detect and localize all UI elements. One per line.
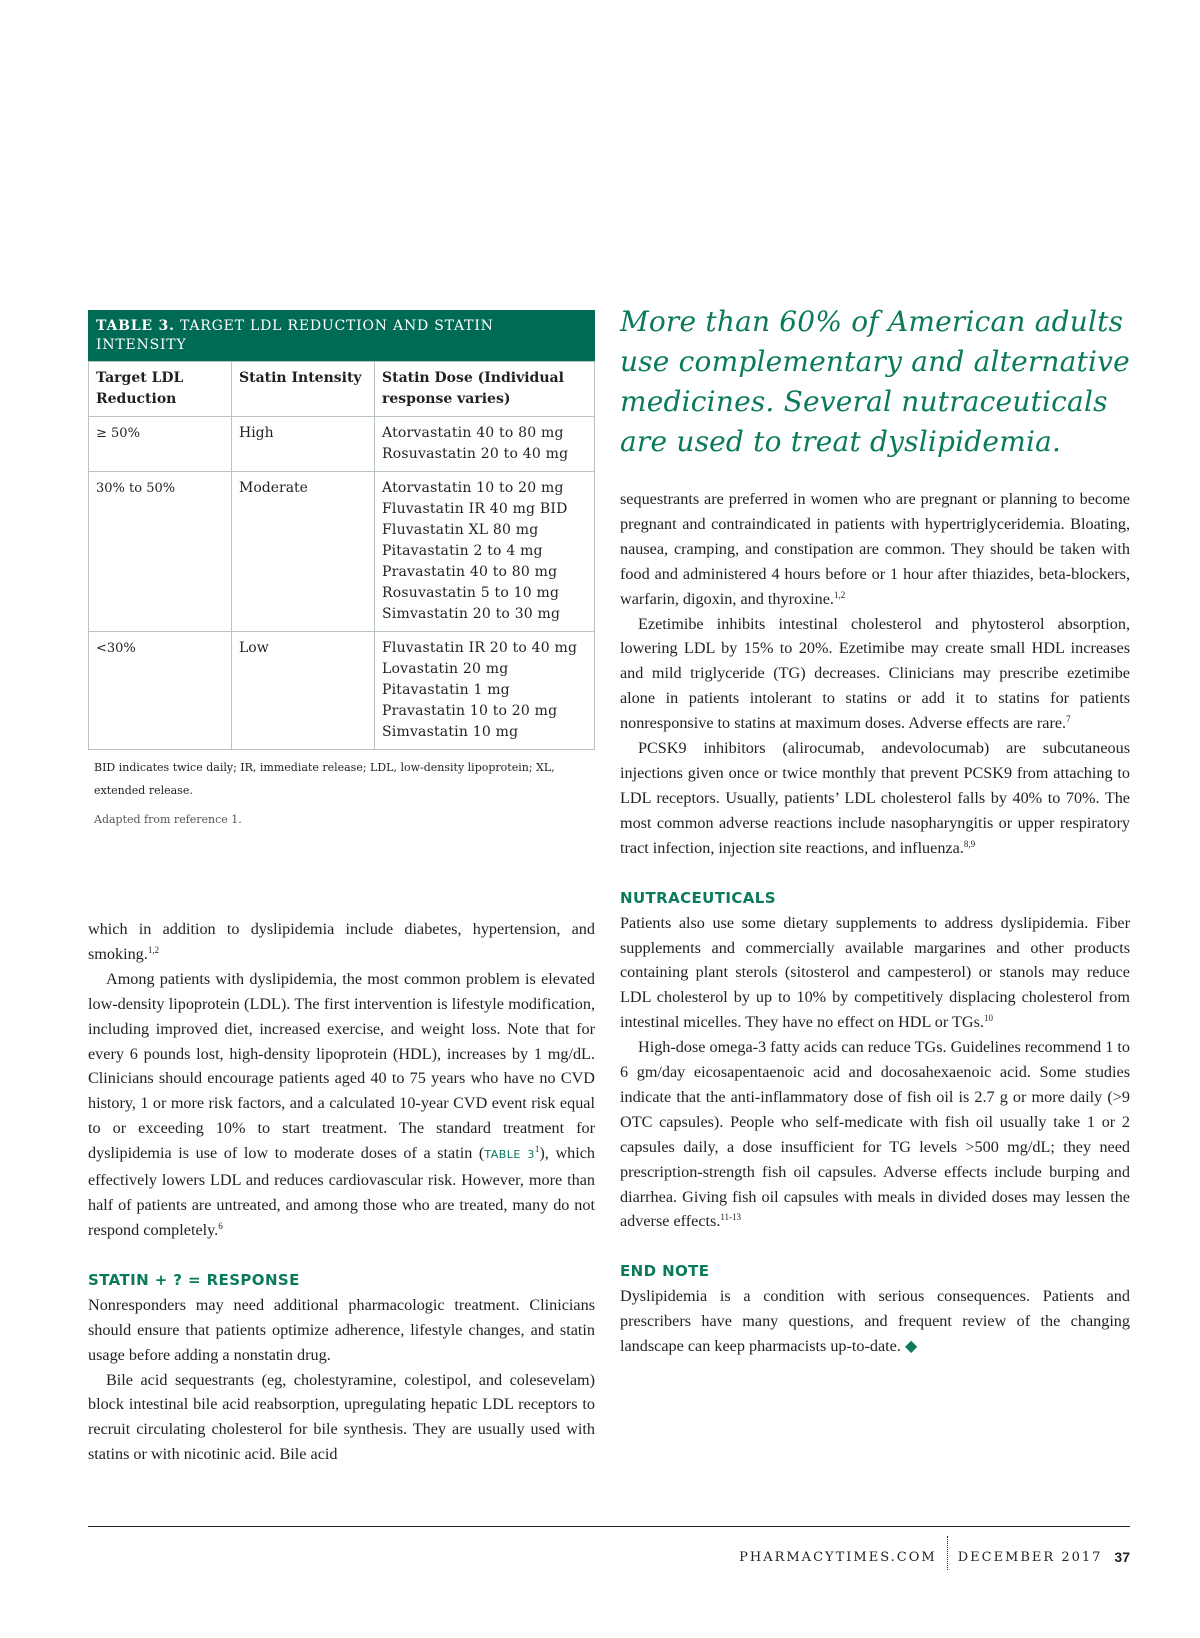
cell-intensity: Low	[232, 632, 375, 750]
dose-item: Atorvastatin 40 to 80 mg	[382, 425, 564, 441]
paragraph-text: which in addition to dyslipidemia include diabetes, hypertension, and smoking.	[88, 920, 595, 963]
header-statin-intensity: Statin Intensity	[232, 362, 375, 417]
paragraph: Bile acid sequestrants (eg, cholestyramine, colestipol, and colesevelam) block intestinal bile acid reabsorption, upregulating hepatic LDL receptors to recruit circulating cholesterol for bile synthesis. They are usually used with statins or with nicotinic acid. Bile acid	[88, 1370, 595, 1464]
cell-intensity: Moderate	[232, 472, 375, 632]
table-row	[89, 472, 595, 632]
header-statin-dose: Statin Dose (Individual response varies)	[375, 362, 595, 417]
paragraph	[620, 736, 1130, 861]
reference-superscript: 1,2	[147, 944, 160, 955]
end-mark-icon: ◆	[904, 1337, 918, 1356]
header-target-ldl: Target LDL Reduction	[89, 362, 232, 417]
left-column	[88, 917, 595, 1467]
section-heading-statin-response: STATIN + ? = RESPONSE	[88, 1270, 300, 1289]
section-gap	[620, 1234, 1130, 1259]
reference-superscript: 10	[983, 1013, 993, 1024]
dose-item: Rosuvastatin 20 to 40 mg	[382, 446, 569, 462]
section-gap	[620, 861, 1130, 886]
table-source: Adapted from reference 1.	[94, 813, 242, 826]
paragraph: Nonresponders may need additional pharmacologic treatment. Clinicians should ensure that patients optimize adherence, lifestyle changes, and statin usage before adding a nonstatin drug.	[88, 1295, 595, 1364]
statin-table	[88, 361, 595, 750]
section-heading-nutraceuticals: NUTRACEUTICALS	[620, 888, 776, 907]
footer-separator	[947, 1536, 948, 1570]
pull-quote: More than 60% of American adults use complementary and alternative medicines. Several nutraceuticals are used to treat dyslipidemia.	[620, 305, 1130, 458]
paragraph	[620, 911, 1130, 1036]
section-gap	[88, 1243, 595, 1268]
paragraph	[88, 967, 595, 1243]
dose-item: Fluvastatin XL 80 mg	[382, 522, 539, 538]
dose-item: Pitavastatin 1 mg	[382, 682, 510, 698]
reference-superscript: 7	[1066, 714, 1071, 725]
paragraph-text: PCSK9 inhibitors (alirocumab, andevolocumab) are subcutaneous injections given once or twice monthly that prevent PCSK9 from attaching to LDL receptors. Usually, patients’ LDL cholesterol falls by 40% to 70%. The most common adverse reactions include nasopharyngitis or upper respiratory tract infection, injection site reactions, and influenza.	[620, 739, 1130, 857]
table-header-row	[89, 362, 595, 417]
cell-target: <30%	[89, 632, 232, 750]
dose-item: Pravastatin 40 to 80 mg	[382, 564, 558, 580]
paragraph	[620, 487, 1130, 612]
section-heading-end-note: END NOTE	[620, 1262, 710, 1281]
reference-superscript: 1,2	[833, 589, 846, 600]
paragraph-text: High-dose omega-3 fatty acids can reduce TGs. Guidelines recommend 1 to 6 gm/day eicosapentaenoic acid and docosahexaenoic acid. Some studies indicate that the anti-inflammatory dose of fish oil is 2.7 g or more daily (>9 OTC capsules). People who self-medicate with fish oil usually take 1 or 2 capsules daily, a dose insufficient for TG levels >500 mg/dL; they need prescription-strength fish oil capsules. Adverse effects include burping and diarrhea. Giving fish oil capsules with meals in divided doses may lessen the adverse effects.	[620, 1038, 1130, 1231]
dose-item: Lovastatin 20 mg	[382, 661, 509, 677]
table-footnote: BID indicates twice daily; IR, immediate release; LDL, low-density lipoprotein; XL, extended release.	[94, 761, 555, 797]
cell-intensity: High	[232, 417, 375, 472]
reference-superscript: 6	[218, 1220, 223, 1231]
table-reference-link[interactable]: TABLE 3	[484, 1148, 535, 1162]
paragraph-text: Dyslipidemia is a condition with serious consequences. Patients and prescribers have many questions, and frequent review of the changing landscape can keep pharmacists up-to-date.	[620, 1287, 1130, 1356]
table-3	[88, 310, 595, 831]
reference-superscript: 1	[534, 1144, 540, 1155]
paragraph	[88, 917, 595, 967]
paragraph	[620, 612, 1130, 737]
page-footer	[739, 1540, 1130, 1574]
table-caption	[88, 310, 595, 361]
paragraph-text: sequestrants are preferred in women who are pregnant or planning to become pregnant and contraindicated in patients with hypertriglyceridemia. Bloating, nausea, cramping, and constipation are common. They should be taken with food and administered 4 hours before or 1 hour after thiazides, beta-blockers, warfarin, digoxin, and thyroxine.	[620, 490, 1130, 608]
paragraph	[620, 1035, 1130, 1234]
dose-item: Simvastatin 20 to 30 mg	[382, 606, 561, 622]
table-row	[89, 417, 595, 472]
paragraph-text: Among patients with dyslipidemia, the most common problem is elevated low-density lipoprotein (LDL). The first intervention is lifestyle modification, including improved diet, increased exercise, and weight loss. Note that for every 6 pounds lost, high-density lipoprotein (HDL), increases by 1 mg/dL. Clinicians should encourage patients aged 40 to 75 years who have no CVD history, 1 or more risk factors, and a calculated 10-year CVD event risk equal to or exceeding 10% to start treatment. The standard treatment for dyslipidemia is use of low to moderate doses of a statin (	[88, 969, 595, 1163]
reference-superscript: 8,9	[963, 838, 976, 849]
cell-doses	[375, 632, 595, 750]
dose-item: Pitavastatin 2 to 4 mg	[382, 543, 543, 559]
footer-divider	[88, 1526, 1130, 1527]
paragraph	[620, 1284, 1130, 1359]
paragraph-text: Ezetimibe inhibits intestinal cholesterol and phytosterol absorption, lowering LDL by 15% to 20%. Ezetimibe may create small HDL increases and mild triglyceride (TG) decreases. Clinicians may prescribe ezetimibe alone in patients intolerant to statins or add it to statins for patients nonresponsive to statins at maximum doses. Adverse effects are rare.	[620, 614, 1130, 733]
table-caption-title: TARGET LDL REDUCTION AND STATIN INTENSITY	[96, 318, 494, 353]
paragraph-text: Patients also use some dietary supplements to address dyslipidemia. Fiber supplements and commercially available margarines and other products containing plant sterols (sitosterol and campesterol) or stanols may reduce LDL cholesterol by up to 10% by competitively displacing cholesterol from intestinal micelles. They have no effect on HDL or TGs.	[620, 913, 1130, 1032]
table-caption-label: TABLE 3.	[96, 318, 175, 334]
cell-doses	[375, 417, 595, 472]
cell-target: 30% to 50%	[89, 472, 232, 632]
dose-item: Atorvastatin 10 to 20 mg	[382, 480, 564, 496]
dose-item: Simvastatin 10 mg	[382, 724, 519, 740]
reference-superscript: 11-13	[720, 1212, 742, 1223]
footer-issue: DECEMBER 2017	[957, 1549, 1103, 1565]
footer-site[interactable]: PHARMACYTIMES.COM	[739, 1549, 937, 1565]
dose-item: Rosuvastatin 5 to 10 mg	[382, 585, 560, 601]
paragraph-text: ), which effectively lowers LDL and reduces cardiovascular risk. However, more than half of patients are untreated, and among those who are treated, many do not respond completely.	[88, 1144, 596, 1239]
page-number: 37	[1114, 1549, 1130, 1565]
table-row	[89, 632, 595, 750]
right-column	[620, 487, 1130, 1359]
cell-doses	[375, 472, 595, 632]
dose-item: Pravastatin 10 to 20 mg	[382, 703, 558, 719]
cell-target: ≥ 50%	[89, 417, 232, 472]
dose-item: Fluvastatin IR 20 to 40 mg	[382, 640, 578, 656]
dose-item: Fluvastatin IR 40 mg BID	[382, 501, 568, 517]
